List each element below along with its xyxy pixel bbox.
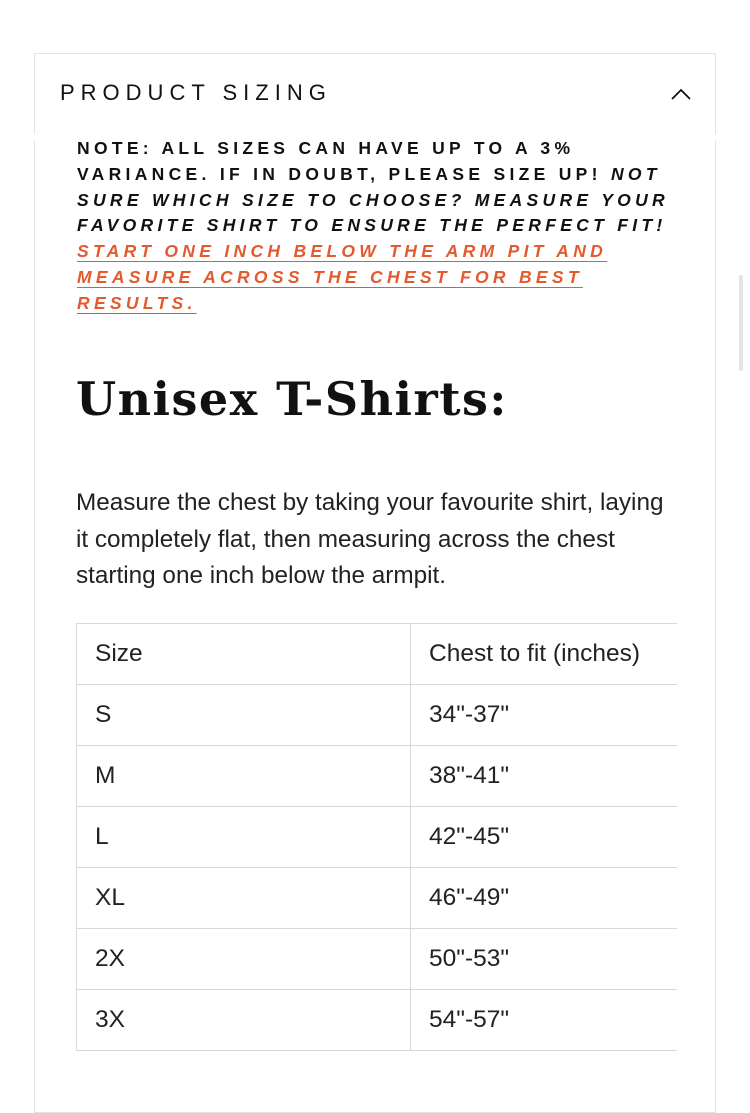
sizing-note bbox=[77, 136, 677, 317]
size-cell: M bbox=[77, 746, 411, 807]
chest-cell: 38"-41" bbox=[411, 746, 677, 807]
table-row bbox=[77, 685, 677, 746]
section-heading: Unisex T-Shirts: bbox=[76, 372, 508, 426]
table-row bbox=[77, 868, 677, 929]
accordion-title: PRODUCT SIZING bbox=[60, 80, 332, 105]
table-header-row bbox=[77, 624, 677, 685]
table-row bbox=[77, 807, 677, 868]
scrollbar-thumb[interactable] bbox=[739, 275, 743, 371]
table-header-cell: Chest to fit (inches) bbox=[411, 624, 677, 685]
measure-description: Measure the chest by taking your favourite shirt, laying it completely flat, then measuring across the chest starting one inch below the armpit. bbox=[76, 489, 664, 589]
size-chart-table bbox=[76, 623, 677, 1051]
size-cell: 3X bbox=[77, 990, 411, 1051]
chest-cell: 46"-49" bbox=[411, 868, 677, 929]
variance-note: NOTE: ALL SIZES CAN HAVE UP TO A 3% VARIANCE. IF IN DOUBT, PLEASE SIZE UP! bbox=[77, 138, 602, 184]
size-cell: 2X bbox=[77, 929, 411, 990]
table-row bbox=[77, 929, 677, 990]
size-cell: XL bbox=[77, 868, 411, 929]
size-cell: S bbox=[77, 685, 411, 746]
table-row bbox=[77, 990, 677, 1051]
chest-cell: 42"-45" bbox=[411, 807, 677, 868]
measure-instructions-link[interactable]: START ONE INCH BELOW THE ARM PIT AND MEASURE ACROSS THE CHEST FOR BEST RESULTS. bbox=[77, 241, 608, 313]
size-cell: L bbox=[77, 807, 411, 868]
chest-cell: 54"-57" bbox=[411, 990, 677, 1051]
chevron-up-icon[interactable] bbox=[670, 84, 692, 106]
chest-cell: 34"-37" bbox=[411, 685, 677, 746]
table-row bbox=[77, 746, 677, 807]
chest-cell: 50"-53" bbox=[411, 929, 677, 990]
accordion-header[interactable] bbox=[34, 53, 716, 135]
fit-tip: NOT SURE WHICH SIZE TO CHOOSE? MEASURE YOUR FAVORITE SHIRT TO ENSURE THE PERFECT FIT! bbox=[77, 163, 669, 236]
table-header-cell: Size bbox=[77, 624, 411, 685]
